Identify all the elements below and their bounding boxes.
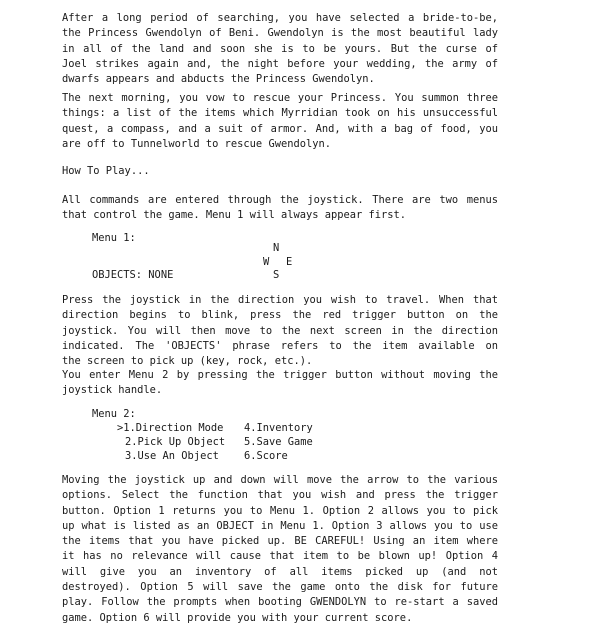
text-line: in all of the land and soon she is to be yours. But the curse of (62, 42, 498, 55)
text-line: are off to Tunnelworld to rescue Gwendolyn. (62, 137, 331, 150)
intro-paragraph (62, 11, 498, 87)
text-line: joystick. You will then move to the next screen in the direction (62, 324, 498, 337)
text-line: You enter Menu 2 by pressing the trigger button without moving the (62, 369, 498, 381)
text-line: direction begins to blink, press the red trigger button on the (62, 309, 498, 322)
text-line: The next morning, you vow to rescue your Princess. You summon three (62, 92, 498, 104)
text-line: the Princess Gwendolyn of Beni. Gwendolyn is the most beautiful lady (62, 27, 498, 40)
enter-menu2-paragraph (62, 368, 498, 399)
text-line: indicated. The 'OBJECTS' phrase refers to the item available on (62, 339, 498, 352)
compass-south: S (273, 269, 280, 281)
menu2-option: 3.Use An Object (125, 450, 219, 462)
press-paragraph (62, 293, 498, 369)
text-line: game. Option 6 will provide you with your current score. (62, 611, 413, 624)
menu1-title: Menu 1: (92, 232, 136, 244)
menu2-option: >1.Direction Mode (117, 422, 224, 434)
text-line: the items that you have picked up. BE CAREFUL! Using an item where (62, 535, 498, 548)
text-line: up what is listed as an OBJECT in Menu 1. Option 3 allows you to use (62, 519, 498, 532)
text-line: joystick handle. (62, 384, 163, 397)
menu2-option: 5.Save Game (244, 436, 313, 448)
moving-paragraph (62, 473, 498, 626)
text-line: All commands are entered through the joystick. There are two menus (62, 194, 498, 206)
text-line: it has no relevance will cause that item to be blown up! Option 4 (62, 550, 498, 563)
text-line: After a long period of searching, you have selected a bride-to-be, (62, 12, 498, 24)
how-to-play-heading: How To Play... (62, 165, 150, 177)
text-line: button. Option 1 returns you to Menu 1. Option 2 allows you to pick (62, 504, 498, 517)
text-line: Press the joystick in the direction you wish to travel. When that (62, 294, 498, 306)
menu2-option: 4.Inventory (244, 422, 313, 434)
menu2-option: 2.Pick Up Object (125, 436, 226, 448)
commands-paragraph (62, 193, 498, 224)
text-line: Joel strikes again and, the night before your wedding, the army of (62, 57, 498, 70)
morning-paragraph (62, 91, 498, 152)
text-line: that control the game. Menu 1 will always appear first. (62, 209, 407, 222)
text-line: quest, a compass, and a suit of armor. And, with a bag of food, you (62, 122, 498, 135)
compass-north: N (273, 242, 280, 254)
text-line: destroyed). Option 5 will save the game onto the disk for future (62, 581, 498, 594)
text-line: the screen to pick up (key, rock, etc.). (62, 355, 313, 368)
compass-east: E (286, 256, 293, 268)
text-line: dwarfs appears and abducts the Princess Gwendolyn. (62, 73, 375, 86)
text-line: options. Select the function that you wish and press the trigger (62, 489, 498, 502)
menu2-title: Menu 2: (92, 408, 136, 420)
text-line: will give you an inventory of all items picked up (and not (62, 565, 498, 578)
compass-west: W (263, 256, 270, 268)
text-line: play. Follow the prompts when booting GWENDOLYN to re-start a saved (62, 596, 498, 609)
objects-label: OBJECTS: NONE (92, 269, 174, 281)
text-line: things: a list of the items which Myrridian took on his unsuccessful (62, 107, 498, 120)
menu2-option: 6.Score (244, 450, 288, 462)
text-line: Moving the joystick up and down will move the arrow to the various (62, 474, 498, 486)
